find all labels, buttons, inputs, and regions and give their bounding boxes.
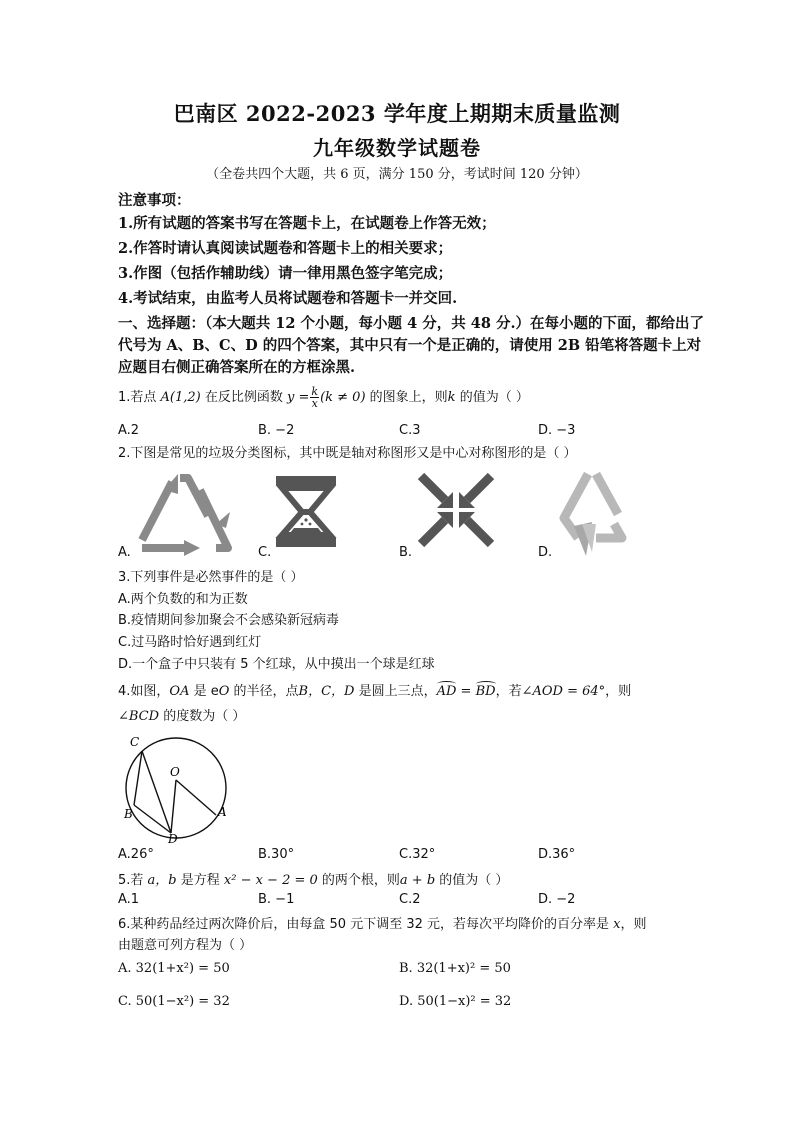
option-b: B. −2: [258, 423, 295, 438]
label-b: B: [124, 807, 133, 821]
question-4-line2: ∠BCD 的度数为（ ）: [118, 709, 246, 724]
option-c: C.过马路时恰好遇到红灯: [118, 635, 262, 650]
label-d: D: [168, 832, 178, 845]
note-item: 2.作答时请认真阅读试题卷和答题卡上的相关要求；: [118, 240, 453, 257]
option-b: B.: [399, 545, 413, 560]
arc-bd: BD: [475, 684, 496, 699]
option-a: A.两个负数的和为正数: [118, 592, 248, 607]
exam-info: （全卷共四个大题，共 6 页，满分 150 分，考试时间 120 分钟）: [206, 167, 588, 182]
label-a: A: [218, 805, 227, 819]
option-a: A.: [118, 545, 131, 560]
section-instructions: 应题目右侧正确答案所在的方框涂黑.: [118, 359, 356, 376]
option-b: B. −1: [258, 892, 295, 907]
option-d: D.36°: [538, 847, 576, 862]
option-d: D.: [538, 545, 553, 560]
hourglass-icon: [272, 472, 342, 552]
question-6: 6.某种药品经过两次降价后，由每盒 50 元下调至 32 元，若每次平均降价的百分率是 x，则: [118, 917, 647, 932]
notes-heading: 注意事项：: [118, 192, 191, 209]
question-6-line2: 由题意可列方程为（ ）: [118, 938, 253, 953]
option-b: B.疫情期间参加聚会不会感染新冠病毒: [118, 613, 340, 628]
note-item: 4.考试结束，由监考人员将试题卷和答题卡一并交回.: [118, 290, 458, 307]
note-item: 3.作图（包括作辅助线）请一律用黑色签字笔完成；: [118, 265, 453, 282]
option-c: C. 50(1−x²) = 32: [118, 994, 230, 1009]
faded-recycle-icon: [552, 466, 632, 558]
option-d: D.一个盒子中只装有 5 个红球，从中摸出一个球是红球: [118, 657, 435, 672]
option-d: D. 50(1−x)² = 32: [399, 994, 512, 1009]
section-instructions: 一、选择题：（本大题共 12 个小题，每小题 4 分，共 48 分.）在每小题的下面，都给出了: [118, 315, 705, 332]
option-b: B.30°: [258, 847, 295, 862]
recycle-triangle-icon: [128, 468, 238, 558]
label-c: C: [130, 735, 140, 749]
option-c: C.32°: [399, 847, 436, 862]
option-d: D. −3: [538, 423, 576, 438]
option-a: A.2: [118, 423, 140, 438]
option-a: A. 32(1+x²) = 50: [118, 961, 230, 976]
arc-ad: AD: [436, 684, 457, 699]
exam-title: 巴南区 2022-2023 学年度上期期末质量监测: [173, 101, 621, 126]
option-c: C.2: [399, 892, 421, 907]
option-c: C.3: [399, 423, 421, 438]
option-a: A.1: [118, 892, 140, 907]
inward-arrows-icon: [415, 470, 497, 550]
question-1: 1.若点 A(1,2) 在反比例函数 y = $\frac{k}{x}$ (k ≠ 0) 的图象上，则k 的值为（ ）: [118, 385, 529, 410]
question-5: 5.若 a，b 是方程 x² − x − 2 = 0 的两个根，则a + b 的值为（ ）: [118, 873, 509, 888]
question-2: 2.下图是常见的垃圾分类图标，其中既是轴对称图形又是中心对称图形的是（ ）: [118, 446, 577, 461]
circle-diagram: [118, 730, 238, 845]
section-instructions: 代号为 A、B、C、D 的四个答案，其中只有一个是正确的，请使用 2B 铅笔将答题卡上对: [118, 337, 702, 354]
option-c: C.: [258, 545, 272, 560]
exam-subject-title: 九年级数学试题卷: [313, 136, 481, 160]
option-b: B. 32(1+x)² = 50: [399, 961, 511, 976]
question-4: 4.如图，OA 是 eO 的半径，点B，C，D 是圆上三点，AD = BD，若∠AOD = 64°，则: [118, 684, 632, 699]
option-d: D. −2: [538, 892, 576, 907]
fraction: $\frac{k}{x}$: [311, 385, 319, 410]
option-a: A.26°: [118, 847, 154, 862]
question-3: 3.下列事件是必然事件的是（ ）: [118, 570, 304, 585]
note-item: 1.所有试题的答案书写在答题卡上，在试题卷上作答无效；: [118, 215, 496, 232]
label-o: O: [170, 765, 180, 779]
